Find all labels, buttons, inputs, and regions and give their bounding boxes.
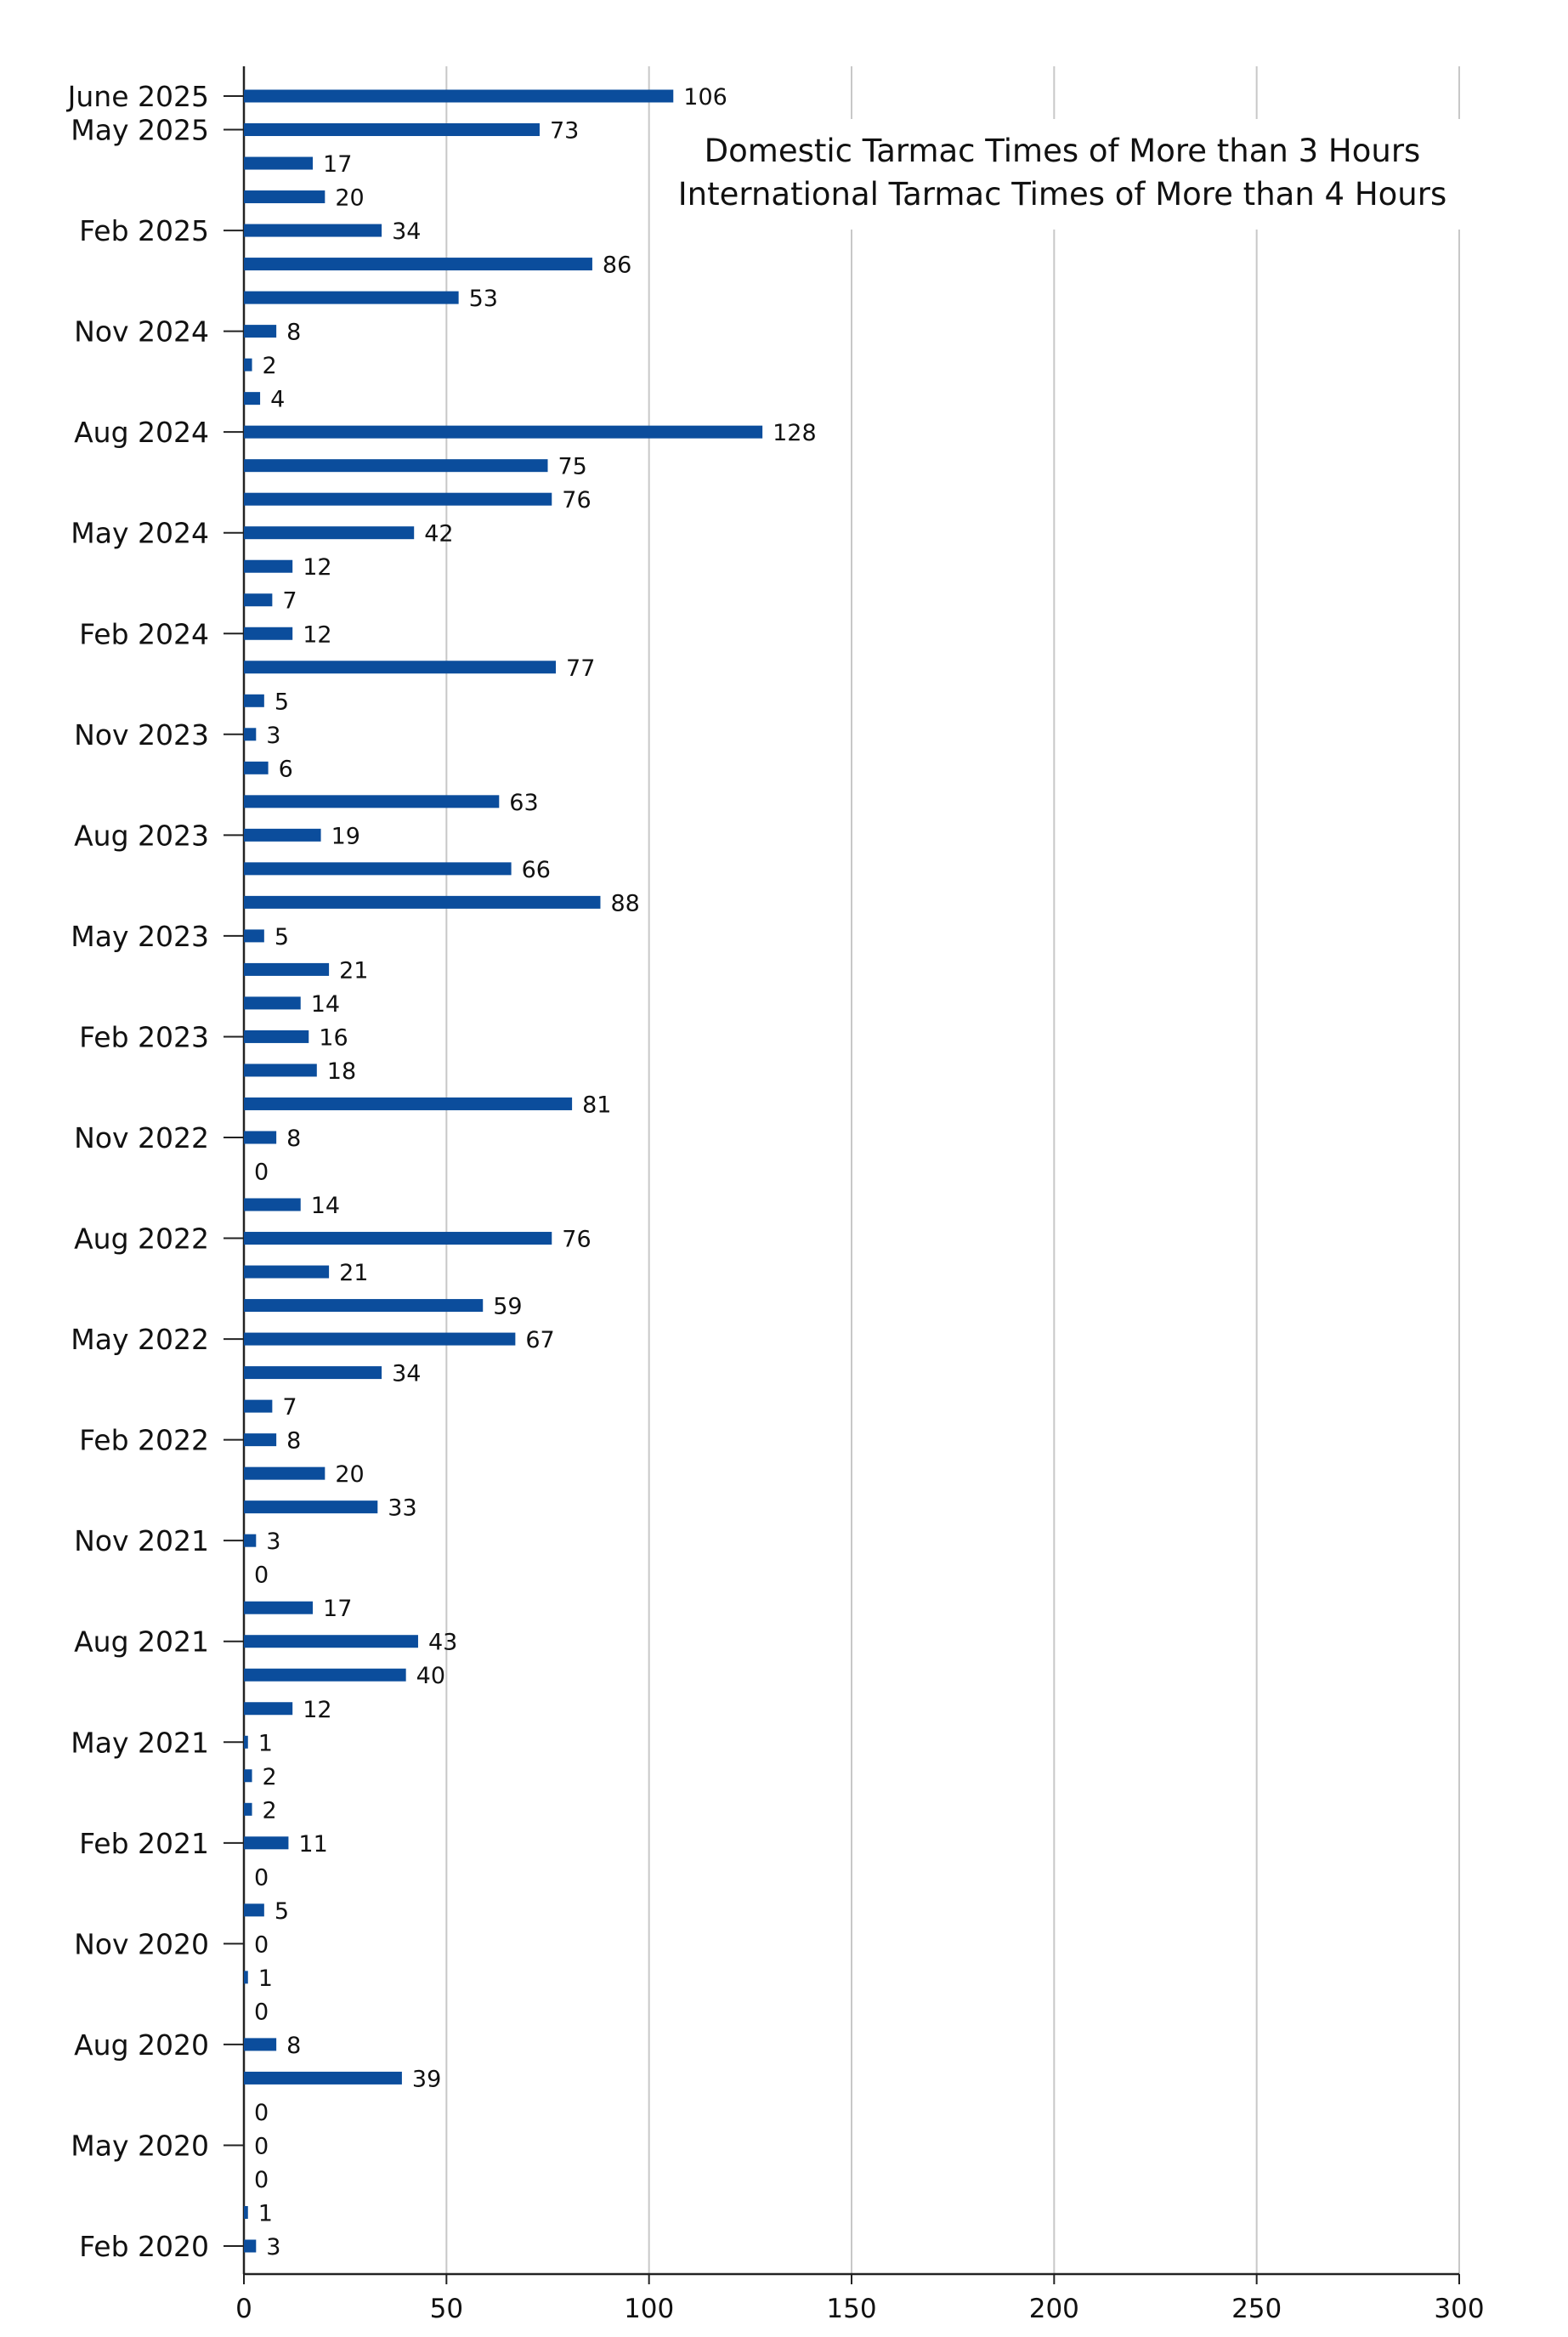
bar-value-label: 21 [339, 957, 369, 984]
bar-value-label: 4 [270, 386, 286, 413]
bars [244, 90, 762, 2253]
bar [244, 1030, 309, 1043]
bar [244, 1534, 256, 1547]
bar [244, 157, 313, 170]
bar [244, 963, 329, 976]
y-category-label: Aug 2020 [74, 2028, 209, 2062]
x-tick-label: 150 [826, 2294, 877, 2324]
bar [244, 1266, 329, 1279]
bar-value-label: 16 [319, 1024, 348, 1052]
bar [244, 1635, 418, 1648]
bar-value-label: 7 [282, 1394, 297, 1421]
bar [244, 1467, 325, 1480]
bar [244, 224, 382, 237]
bar-value-label: 8 [286, 1125, 302, 1152]
y-category-label: Nov 2020 [74, 1927, 209, 1961]
bar [244, 1736, 248, 1749]
bar-value-label: 66 [521, 856, 551, 883]
bar [244, 493, 552, 506]
bar [244, 627, 292, 640]
x-tick-label: 200 [1028, 2294, 1079, 2324]
bar-value-label: 21 [339, 1260, 369, 1287]
bar [244, 526, 414, 539]
bar-value-label: 59 [493, 1293, 523, 1320]
x-tick-label: 250 [1231, 2294, 1282, 2324]
bar [244, 1098, 572, 1110]
bar-value-label: 6 [278, 756, 293, 783]
bar [244, 123, 540, 136]
chart-title-line-2: International Tarmac Times of More than 4 Hours [677, 176, 1447, 213]
bar-value-label: 3 [266, 722, 281, 749]
bar [244, 1903, 264, 1916]
bar-value-label: 77 [566, 655, 596, 682]
y-category-label: May 2021 [71, 1726, 209, 1760]
bar [244, 1333, 515, 1346]
y-category-label: Aug 2023 [74, 819, 209, 853]
y-category-label: May 2023 [71, 919, 209, 953]
y-category-label: Aug 2022 [74, 1222, 209, 1256]
bar-value-label: 128 [773, 420, 817, 447]
bar-value-label: 11 [298, 1830, 328, 1858]
bar-value-label: 40 [416, 1663, 446, 1690]
y-category-label: Nov 2024 [74, 315, 209, 349]
y-category-label: Feb 2023 [79, 1020, 209, 1054]
bar-value-label: 0 [254, 2099, 269, 2126]
bar-value-label: 43 [427, 1629, 458, 1656]
y-category-label: May 2020 [71, 2129, 209, 2163]
bar-value-label: 73 [549, 117, 580, 145]
bar [244, 728, 256, 740]
chart-title [654, 119, 1470, 230]
bar [244, 258, 592, 270]
bar-value-label: 20 [335, 1461, 365, 1489]
bar [244, 1971, 248, 1983]
bar [244, 1702, 292, 1715]
bar-value-label: 39 [411, 2066, 442, 2093]
bar [244, 426, 762, 439]
bar-value-label: 53 [468, 286, 498, 313]
bar-value-label: 0 [254, 1999, 269, 2026]
bar [244, 762, 269, 774]
bar-value-label: 14 [310, 1193, 341, 1220]
bar [244, 1299, 483, 1312]
bar-value-label: 75 [558, 453, 587, 480]
bar-value-label: 63 [509, 789, 539, 816]
bar-value-label: 76 [562, 487, 592, 514]
bar-value-label: 67 [525, 1327, 555, 1354]
bar-value-label: 2 [262, 1763, 277, 1790]
bar [244, 2240, 256, 2253]
bar [244, 1836, 288, 1849]
y-category-label: May 2025 [71, 113, 209, 147]
bar [244, 2072, 402, 2085]
bar-value-label: 2 [262, 353, 277, 380]
y-category-label: Nov 2023 [74, 718, 209, 752]
y-category-label: May 2024 [71, 516, 209, 550]
bar [244, 292, 459, 304]
y-category-label: Aug 2021 [74, 1625, 209, 1659]
bar [244, 392, 260, 405]
gridlines [446, 66, 1459, 2274]
labels [254, 84, 817, 2260]
x-tick-label: 50 [429, 2294, 464, 2324]
bar [244, 695, 264, 707]
bar-value-label: 33 [388, 1495, 417, 1522]
x-tick-label: 0 [235, 2294, 252, 2324]
bar-value-label: 42 [424, 520, 454, 547]
bar-value-label: 0 [254, 1931, 269, 1959]
bar [244, 593, 272, 606]
y-category-label: Aug 2024 [74, 416, 209, 450]
bar [244, 2206, 248, 2219]
y-category-label: Feb 2024 [79, 617, 209, 651]
bar [244, 795, 499, 808]
y-category-label: Feb 2020 [79, 2230, 209, 2263]
bar-value-label: 17 [323, 1596, 353, 1623]
bar-value-label: 1 [258, 2200, 273, 2227]
bar-value-label: 0 [254, 1562, 269, 1589]
y-category-label: Feb 2025 [79, 214, 209, 248]
bar [244, 996, 301, 1009]
bar-value-label: 0 [254, 2133, 269, 2160]
bar-value-label: 3 [266, 1529, 281, 1556]
bar-value-label: 14 [310, 990, 341, 1018]
bar [244, 862, 512, 875]
bar-value-label: 2 [262, 1797, 277, 1824]
bar [244, 829, 321, 842]
bar-value-label: 19 [331, 823, 360, 850]
bar-value-label: 3 [266, 2234, 281, 2260]
y-category-label: Nov 2021 [74, 1524, 209, 1558]
bar [244, 325, 276, 338]
y-category-label: Feb 2022 [79, 1423, 209, 1457]
x-tick-label: 100 [624, 2294, 675, 2324]
bar [244, 90, 673, 103]
bar [244, 1803, 252, 1816]
bar-value-label: 76 [562, 1226, 592, 1253]
bar [244, 190, 325, 203]
bar-value-label: 8 [286, 1427, 302, 1455]
x-tick-label: 300 [1434, 2294, 1485, 2324]
bar-value-label: 1 [258, 1730, 273, 1757]
bar-value-label: 5 [274, 923, 290, 950]
bar [244, 1769, 252, 1782]
bar-value-label: 34 [392, 1360, 422, 1387]
bar-value-label: 7 [282, 587, 297, 615]
bar [244, 896, 600, 909]
bar-value-label: 0 [254, 2166, 269, 2193]
bar-value-label: 17 [323, 151, 353, 179]
bar [244, 929, 264, 942]
bar [244, 1131, 276, 1143]
bar [244, 2038, 276, 2051]
bar-value-label: 106 [683, 84, 727, 111]
bar [244, 1669, 406, 1682]
bar-value-label: 12 [303, 621, 332, 649]
chart-title-line-1: Domestic Tarmac Times of More than 3 Hours [704, 133, 1421, 169]
bar [244, 1500, 377, 1513]
bar-value-label: 0 [254, 1864, 269, 1892]
bar-value-label: 88 [610, 890, 640, 917]
bar [244, 560, 292, 573]
bar-value-label: 5 [274, 1897, 290, 1925]
bar-value-label: 1 [258, 1965, 273, 1992]
bar-value-label: 34 [392, 218, 422, 246]
bar [244, 1366, 382, 1379]
bar [244, 1064, 317, 1076]
bar-value-label: 20 [335, 184, 365, 212]
bar [244, 359, 252, 372]
bar [244, 1400, 272, 1413]
bar [244, 1199, 301, 1211]
bar-value-label: 8 [286, 2032, 302, 2059]
bar [244, 459, 548, 472]
bar [244, 1433, 276, 1446]
bar-value-label: 86 [602, 252, 632, 279]
y-category-label: Nov 2022 [74, 1120, 209, 1154]
bar-value-label: 18 [326, 1058, 357, 1085]
y-category-label: Feb 2021 [79, 1826, 209, 1860]
bar-value-label: 12 [303, 1696, 332, 1723]
bar [244, 661, 556, 673]
bar-value-label: 0 [254, 1159, 269, 1186]
bar-value-label: 12 [303, 554, 332, 581]
bar [244, 1602, 313, 1614]
bar-value-label: 5 [274, 689, 290, 716]
y-category-label: May 2022 [71, 1323, 209, 1357]
bar-value-label: 81 [582, 1092, 612, 1119]
bar [244, 1232, 552, 1245]
y-category-label: June 2025 [67, 80, 209, 113]
bar-value-label: 8 [286, 319, 302, 346]
